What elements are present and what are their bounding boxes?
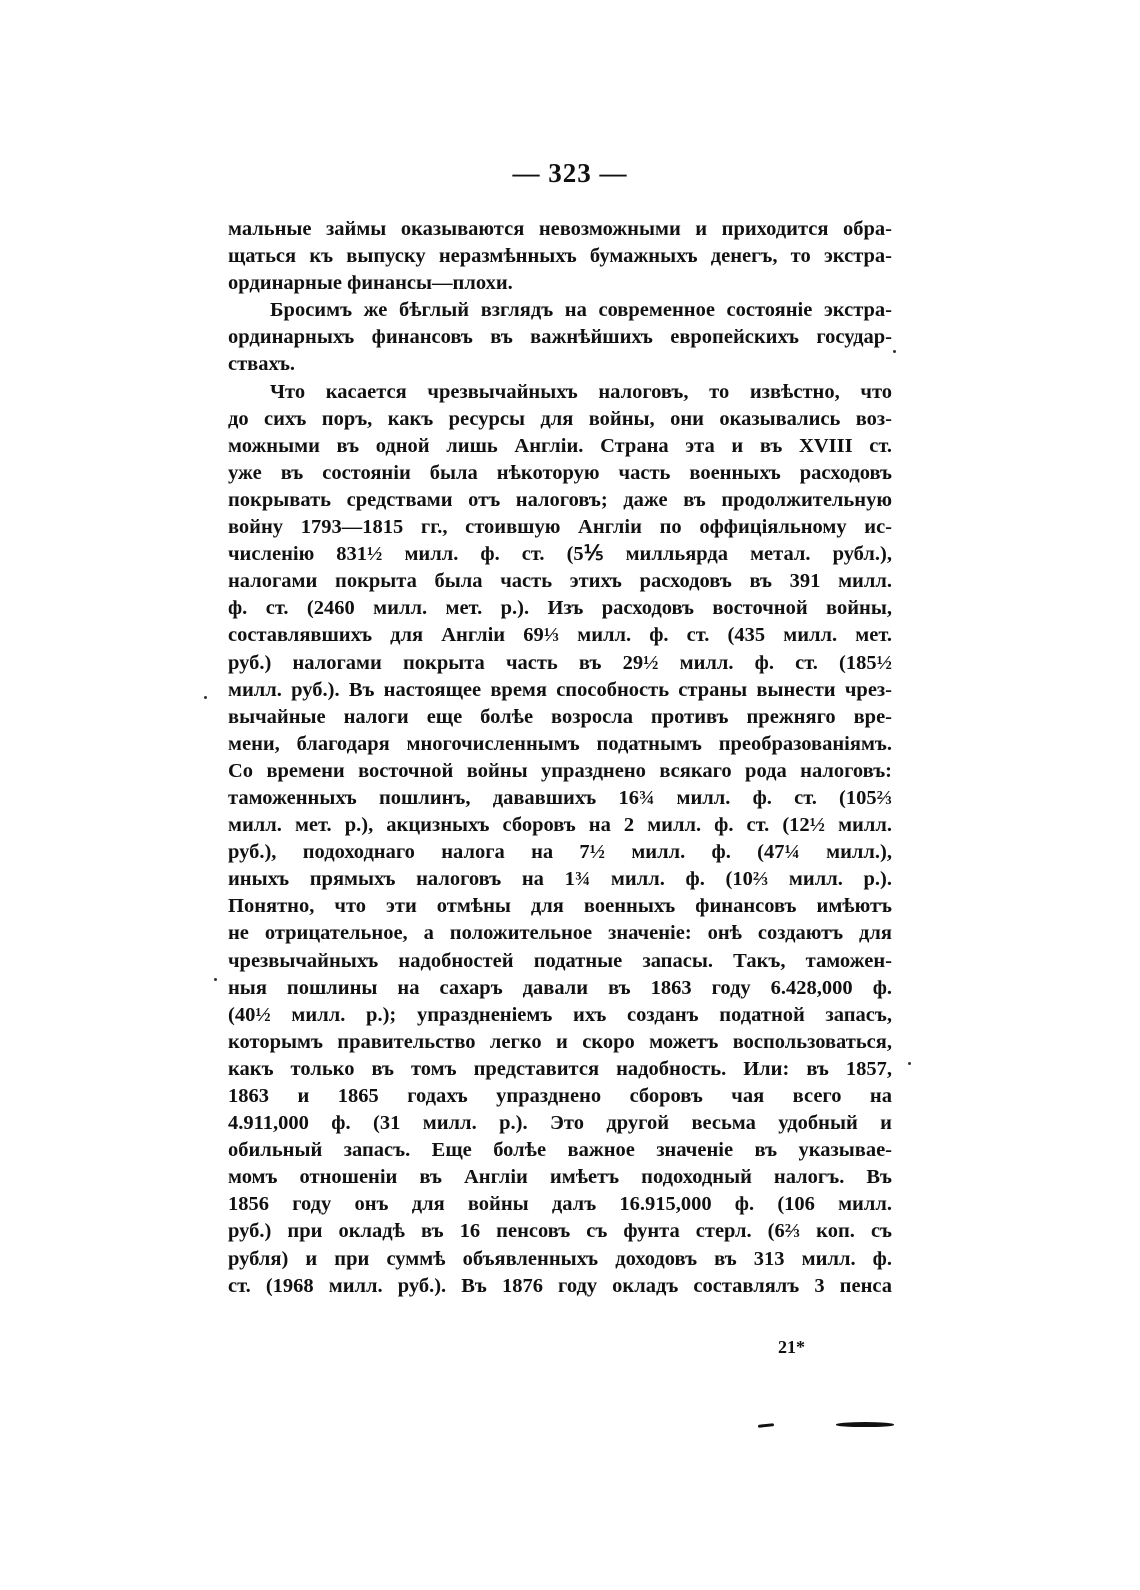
text-line: войну 1793—1815 гг., стоившую Англіи по оффиціяльному ис- bbox=[228, 516, 892, 539]
text-line: Что касается чрезвычайныхъ налоговъ, то извѣстно, что bbox=[270, 380, 892, 403]
text-line: милл. мет. р.), акцизныхъ сборовъ на 2 милл. ф. ст. (12½ милл. bbox=[228, 814, 892, 837]
text-line: Со времени восточной войны упразднено всякаго рода налоговъ: bbox=[228, 759, 892, 782]
text-line: Бросимъ же бѣглый взглядъ на современное состояніе экстра- bbox=[270, 299, 892, 322]
text-line: рубля) и при суммѣ объявленныхъ доходовъ въ 313 милл. ф. bbox=[228, 1247, 892, 1270]
text-line: ф. ст. (2460 милл. мет. р.). Изъ расходовъ восточной войны, bbox=[228, 597, 892, 620]
text-line: (40½ милл. р.); упраздненіемъ ихъ созданъ податной запасъ, bbox=[228, 1003, 892, 1026]
text-line: какъ только въ томъ представится надобность. Или: въ 1857, bbox=[228, 1057, 892, 1080]
text-line: таможенныхъ пошлинъ, дававшихъ 16¾ милл. ф. ст. (105⅔ bbox=[228, 786, 892, 809]
text-line: ствахъ. bbox=[228, 353, 296, 376]
ink-mark bbox=[758, 1423, 774, 1428]
text-line: до сихъ поръ, какъ ресурсы для войны, они оказывались воз- bbox=[228, 407, 892, 430]
text-line: милл. руб.). Въ настоящее время способность страны вынести чрез- bbox=[228, 678, 892, 701]
text-line: уже въ состояніи была нѣкоторую часть военныхъ расходовъ bbox=[228, 461, 892, 484]
text-line: руб.), подоходнаго налога на 7½ милл. ф. (47¼ милл.), bbox=[228, 841, 892, 864]
text-line: иныхъ прямыхъ налоговъ на 1¾ милл. ф. (10⅔ милл. р.). bbox=[228, 868, 892, 891]
ink-mark bbox=[836, 1422, 894, 1427]
text-line: мальные займы оказываются невозможными и приходится обра- bbox=[228, 218, 892, 240]
text-line: обильный запасъ. Еще болѣе важное значеніе въ указывае- bbox=[228, 1139, 892, 1162]
text-line: ст. (1968 милл. руб.). Въ 1876 году окладъ составлялъ 3 пенса bbox=[228, 1274, 892, 1297]
ink-speck bbox=[893, 350, 896, 353]
text-line: налогами покрыта была часть этихъ расходовъ въ 391 милл. bbox=[228, 570, 892, 593]
ink-speck bbox=[908, 1062, 911, 1065]
text-line: покрывать средствами отъ налоговъ; даже въ продолжительную bbox=[228, 488, 892, 511]
text-line: численію 831½ милл. ф. ст. (5⅕ милльярда метал. рубл.), bbox=[228, 543, 892, 566]
text-line: составлявшихъ для Англіи 69⅓ милл. ф. ст. (435 милл. мет. bbox=[228, 624, 892, 647]
text-line: мени, благодаря многочисленнымъ податнымъ преобразованіямъ. bbox=[228, 732, 892, 755]
page-number: — 323 — bbox=[512, 158, 628, 188]
text-line: ординарныхъ финансовъ въ важнѣйшихъ европейскихъ государ- bbox=[228, 326, 892, 349]
text-line: руб.) налогами покрыта часть въ 29½ милл. ф. ст. (185½ bbox=[228, 651, 892, 674]
text-line: ординарные финансы—плохи. bbox=[228, 272, 513, 295]
text-line: Понятно, что эти отмѣны для военныхъ финансовъ имѣютъ bbox=[228, 895, 892, 918]
ink-speck bbox=[214, 978, 217, 981]
text-line: вычайные налоги еще болѣе возросла противъ прежняго вре- bbox=[228, 705, 892, 728]
text-line: 4.911,000 ф. (31 милл. р.). Это другой весьма удобный и bbox=[228, 1112, 892, 1135]
text-line: момъ отношеніи въ Англіи имѣетъ подоходный налогъ. Въ bbox=[228, 1166, 892, 1189]
text-line: чрезвычайныхъ надобностей податные запасы. Такъ, таможен- bbox=[228, 949, 892, 972]
text-line: ныя пошлины на сахаръ давали въ 1863 году 6.428,000 ф. bbox=[228, 976, 892, 999]
text-line: щаться къ выпуску неразмѣнныхъ бумажныхъ денегъ, то экстра- bbox=[228, 245, 892, 268]
text-line: можными въ одной лишь Англіи. Страна эта и въ XVIII ст. bbox=[228, 434, 892, 457]
text-line: руб.) при окладѣ въ 16 пенсовъ съ фунта стерл. (6⅔ коп. съ bbox=[228, 1220, 892, 1243]
text-line: 1856 году онъ для войны далъ 16.915,000 ф. (106 милл. bbox=[228, 1193, 892, 1216]
ink-speck bbox=[204, 696, 207, 699]
body-text bbox=[228, 216, 892, 1300]
signature-mark: 21* bbox=[778, 1337, 805, 1357]
text-line: которымъ правительство легко и скоро можетъ воспользоваться, bbox=[228, 1030, 892, 1053]
text-line: не отрицательное, а положительное значеніе: онѣ создаютъ для bbox=[228, 922, 892, 945]
text-line: 1863 и 1865 годахъ упразднено сборовъ чая всего на bbox=[228, 1085, 892, 1107]
